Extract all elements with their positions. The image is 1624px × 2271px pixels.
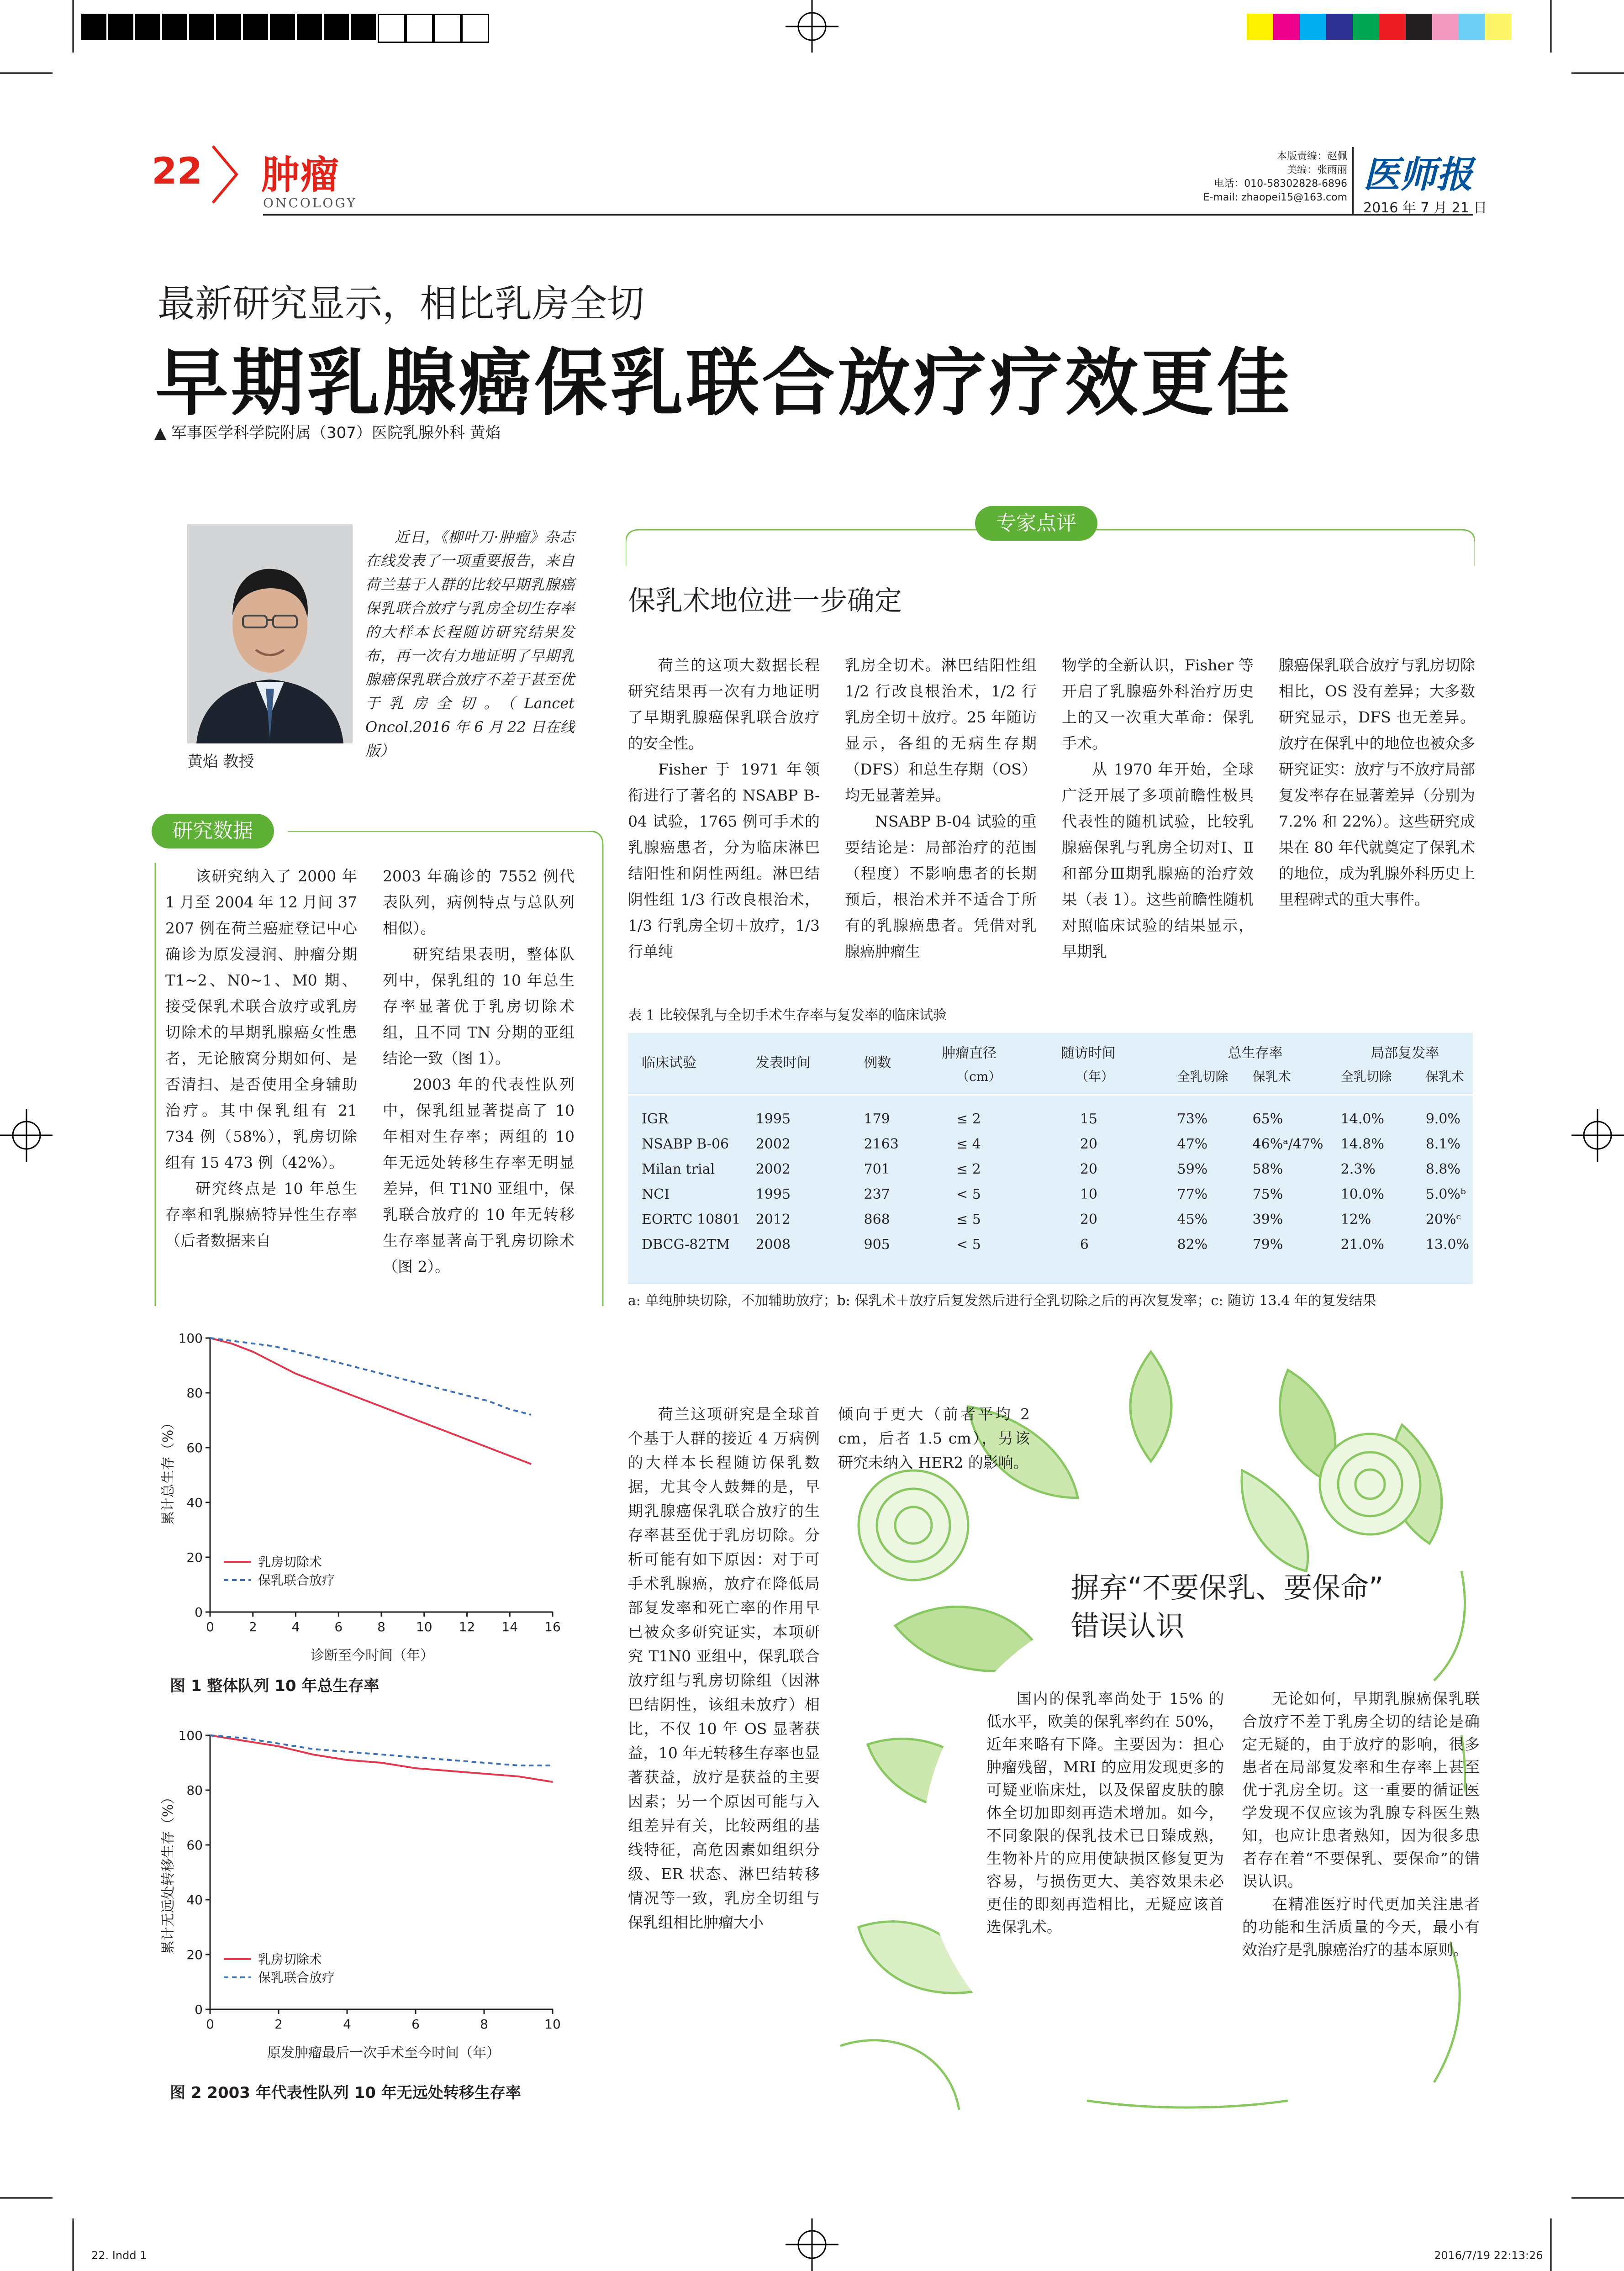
- th-lr-bcs: 保乳术: [1425, 1069, 1464, 1084]
- x-tick-label: 12: [459, 1619, 475, 1634]
- cell-tumor: ≤ 2: [956, 1161, 981, 1177]
- chevron-right-icon: [209, 142, 241, 206]
- th-lr: 局部复发率: [1371, 1045, 1439, 1061]
- cell-lr-m: 21.0%: [1340, 1237, 1384, 1253]
- cell-tumor: < 5: [956, 1186, 981, 1202]
- figure-1-chart: [155, 1324, 594, 1662]
- th-lr-mastectomy: 全乳切除: [1340, 1069, 1392, 1084]
- editor-line: 美编：张雨丽: [1287, 164, 1347, 176]
- cell-lr-b: 13.0%: [1425, 1237, 1469, 1253]
- y-tick-label: 100: [178, 1331, 203, 1346]
- th-trial: 临床试验: [642, 1055, 696, 1071]
- y-tick-label: 80: [186, 1783, 203, 1798]
- cell-followup: 15: [1080, 1111, 1097, 1127]
- table-footnote: a: 单纯肿块切除，不加辅助放疗；b: 保乳术＋放疗后复发然后进行全乳切除之后的再次复发率；c: 随访 13.4 年的复发结果: [628, 1293, 1376, 1309]
- cell-year: 2012: [755, 1212, 791, 1228]
- table-row: [628, 1207, 1473, 1232]
- cell-lr-b: 20%ᶜ: [1425, 1212, 1461, 1228]
- paragraph: 乳房全切术。淋巴结阳性组 1/2 行改良根治术，1/2 行乳房全切＋放疗。25 年随访显示，各组的无病生存期（DFS）和总生存期（OS）均无显著差异。: [845, 656, 1037, 804]
- paragraph: 荷兰这项研究是全球首个基于人群的接近 4 万病例的大样本长程随访保乳数据，尤其令人鼓舞的是，早期乳腺癌保乳联合放疗的生存率甚至优于乳房切除。分析可能有如下原因：对于可手术乳腺癌，放疗在降低局部复发率和死亡率的作用早已被众多研究证实，本项研究 T1N0 亚组中，保乳联合放疗组与乳房切除组（因淋巴结阴性，该组未放疗）相比，不仅 10 年 OS 显著获益，10 年无转移生存率也显著获益，放疗是获益的主要因素；另一个原因可能与入组差异有关，比较两组的基线特征，高危因素如组织分级、ER 状态、淋巴结转移情况等一致，乳房全切组与保乳组相比肿瘤大小: [628, 1405, 820, 1931]
- editor-line: E-mail: zhaopei15@163.com: [1203, 192, 1347, 203]
- expert-col-2: [845, 652, 1037, 964]
- author-photo: [187, 524, 353, 743]
- kicker: 最新研究显示，相比乳房全切: [158, 282, 645, 326]
- cell-tumor: < 5: [956, 1237, 981, 1253]
- cell-followup: 10: [1080, 1186, 1097, 1202]
- th-followup: 随访时间: [1060, 1045, 1116, 1061]
- series-line-mastectomy: [210, 1338, 531, 1464]
- byline: ▲ 军事医学科学院附属（307）医院乳腺外科 黄焰: [154, 424, 501, 442]
- cell-year: 2002: [755, 1161, 791, 1177]
- lower-col-b: [838, 1402, 1030, 1475]
- y-tick-label: 80: [186, 1386, 203, 1401]
- editor-line: 电话：010-58302828-6896: [1214, 178, 1347, 190]
- expert-col-4: [1279, 652, 1475, 912]
- th-os-bcs: 保乳术: [1252, 1069, 1291, 1084]
- x-tick-label: 8: [377, 1619, 385, 1634]
- series-line-bcs: [210, 1735, 553, 1765]
- y-tick-label: 40: [186, 1495, 203, 1510]
- x-tick-label: 8: [480, 2017, 488, 2032]
- cell-os-b: 46%ᵃ/47%: [1252, 1136, 1323, 1152]
- paragraph: 物学的全新认识，Fisher 等开启了乳腺癌外科治疗历史上的又一次重大革命：保乳手术。: [1062, 656, 1254, 752]
- y-tick-label: 20: [186, 1947, 203, 1962]
- cell-os-m: 45%: [1177, 1212, 1208, 1228]
- legend-label: 保乳联合放疗: [258, 1573, 335, 1588]
- x-tick-label: 0: [206, 2017, 214, 2032]
- paragraph: 研究终点是 10 年总生存率和乳腺癌特异性生存率（后者数据来自: [165, 1180, 357, 1249]
- expert-subheading: 保乳术地位进一步确定: [628, 585, 902, 617]
- editor-line: 本版责编：赵佩: [1276, 151, 1347, 162]
- cell-cases: 905: [864, 1237, 890, 1253]
- cell-year: 2002: [755, 1136, 791, 1152]
- cell-tumor: ≤ 5: [956, 1212, 981, 1228]
- table-title: 表 1 比较保乳与全切手术生存率与复发率的临床试验: [628, 1007, 947, 1023]
- x-tick-label: 0: [206, 1619, 214, 1634]
- section-title: 肿瘤: [261, 153, 340, 197]
- editor-info: [1142, 150, 1347, 205]
- paragraph: 从 1970 年开始，全球广泛开展了多项前瞻性极具代表性的随机试验，比较乳腺癌保乳与乳房全切对Ⅰ、Ⅱ和部分Ⅲ期乳腺癌的治疗效果（表 1）。这些前瞻性随机对照临床试验的结果显示，早期乳: [1062, 760, 1254, 960]
- th-os-mastectomy: 全乳切除: [1177, 1069, 1229, 1084]
- x-tick-label: 10: [544, 2017, 561, 2032]
- legend-label: 保乳联合放疗: [258, 1970, 335, 1985]
- lower-col-c: [986, 1687, 1224, 1939]
- intro-text: 近日，《柳叶刀·肿瘤》杂志在线发表了一项重要报告，来自荷兰基于人群的比较早期乳腺癌保乳联合放疗与乳房全切生存率的大样本长程随访研究结果发布，再一次有力地证明了早期乳腺癌保乳联合放疗不差于甚至优于乳房全切。（Lancet Oncol.2016 年 6 月 22 日在线版）: [365, 528, 575, 759]
- fig2-ylabel: 累计无远处转移生存（%）: [160, 1790, 176, 1955]
- y-tick-label: 0: [195, 2002, 203, 2017]
- figure-1-caption: 图 1 整体队列 10 年总生存率: [170, 1677, 380, 1695]
- cell-trial: Milan trial: [642, 1161, 715, 1177]
- lower-subheading: [1071, 1569, 1383, 1645]
- paragraph: 研究结果表明，整体队列中，保乳组的 10 年总生存率显著优于乳房切除术组，且不同 TN 分期的亚组结论一致（图 1）。: [383, 945, 575, 1067]
- cell-os-b: 79%: [1252, 1237, 1283, 1253]
- legend-label: 乳房切除术: [258, 1554, 322, 1570]
- figure-2-chart: [155, 1722, 594, 2069]
- paragraph: 国内的保乳率尚处于 15% 的低水平，欧美的保乳率约在 50%，近年来略有下降。主要因为：担心肿瘤残留，MRI 的应用发现更多的可疑亚临床灶，以及保留皮肤的腺体全切加即刻再造术增加。如今，不同象限的保乳技术已日臻成熟，生物补片的应用使缺损区修复更为容易，与损伤更大、美容效果未必更佳的即刻再造相比，无疑应该首选保乳术。: [986, 1690, 1224, 1936]
- trials-table: [628, 1033, 1473, 1284]
- research-col-2: [383, 863, 575, 1280]
- expert-tag: 专家点评: [975, 506, 1097, 541]
- lower-col-a: [628, 1402, 820, 1934]
- paragraph: 该研究纳入了 2000 年 1 月至 2004 年 12 月间 37 207 例在荷兰癌症登记中心确诊为原发浸润、肿瘤分期 T1~2、N0~1、M0 期、接受保乳术联合放疗或乳房切除术的早期乳腺癌女性患者，无论腋窝分期如何、是否清扫、是否使用全身辅助治疗。其中保乳组有 21 734 例（58%），乳房切除组有 15 473 例（42%）。: [165, 867, 357, 1171]
- cell-cases: 868: [864, 1212, 890, 1228]
- header-divider: [1352, 147, 1354, 216]
- paragraph: 2003 年的代表性队列中，保乳组显著提高了 10 年相对生存率；两组的 10 年无远处转移生存率无明显差异，但 T1N0 亚组中，保乳联合放疗的 10 年无转移生存率显著高于乳房切除术（图 2）。: [383, 1075, 575, 1275]
- y-tick-label: 60: [186, 1440, 203, 1455]
- cell-trial: IGR: [642, 1111, 669, 1127]
- x-tick-label: 10: [416, 1619, 432, 1634]
- cell-os-m: 77%: [1177, 1186, 1208, 1202]
- paragraph: 腺癌保乳联合放疗与乳房切除相比，OS 没有差异；大多数研究显示，DFS 也无差异。放疗在保乳中的地位也被众多研究证实：放疗与不放疗局部复发率存在显著差异（分别为 7.2% 和 22%）。这些研究成果在 80 年代就奠定了保乳术的地位，成为乳腺外科历史上里程碑式的重大事件。: [1279, 656, 1475, 908]
- cell-followup: 20: [1080, 1161, 1097, 1177]
- expert-col-1: [628, 652, 820, 964]
- th-tumor-unit: （cm）: [956, 1069, 1002, 1084]
- cell-trial: NCI: [642, 1186, 670, 1202]
- lower-col-d: [1242, 1687, 1480, 1961]
- paragraph: Fisher 于 1971 年领衔进行了著名的 NSABP B-04 试验，1765 例可手术的乳腺癌患者，分为临床淋巴结阳性和阴性两组。淋巴结阴性组 1/3 行改良根治术，1/3 行乳房全切＋放疗，1/3 行单纯: [628, 760, 820, 960]
- slug-left: 22. Indd 1: [91, 2249, 147, 2262]
- cell-tumor: ≤ 2: [956, 1111, 981, 1127]
- newspaper-logo: 医师报: [1363, 153, 1473, 196]
- x-tick-label: 4: [343, 2017, 351, 2032]
- cell-lr-m: 14.8%: [1340, 1136, 1384, 1152]
- x-tick-label: 4: [291, 1619, 300, 1634]
- cell-year: 1995: [755, 1186, 791, 1202]
- cell-year: 2008: [755, 1237, 791, 1253]
- cell-trial: NSABP B-06: [642, 1136, 729, 1152]
- cell-trial: EORTC 10801: [642, 1212, 741, 1228]
- cell-os-m: 47%: [1177, 1136, 1208, 1152]
- cell-os-m: 59%: [1177, 1161, 1208, 1177]
- x-tick-label: 2: [248, 1619, 257, 1634]
- series-line-mastectomy: [210, 1735, 553, 1782]
- x-tick-label: 2: [274, 2017, 283, 2032]
- cell-lr-m: 12%: [1340, 1212, 1371, 1228]
- fig1-xlabel: 诊断至今时间（年）: [311, 1648, 434, 1662]
- th-tumor: 肿瘤直径: [942, 1045, 997, 1061]
- y-tick-label: 20: [186, 1550, 203, 1565]
- y-tick-label: 40: [186, 1892, 203, 1907]
- cell-os-b: 39%: [1252, 1212, 1283, 1228]
- x-tick-label: 6: [334, 1619, 343, 1634]
- cell-lr-b: 8.1%: [1425, 1136, 1461, 1152]
- cell-year: 1995: [755, 1111, 791, 1127]
- paragraph: 2003 年确诊的 7552 例代表队列，病例特点与总队列相似）。: [383, 867, 575, 937]
- figure-2-caption: 图 2 2003 年代表性队列 10 年无远处转移生存率: [170, 2084, 521, 2102]
- slug-right: 2016/7/19 22:13:26: [1434, 2249, 1543, 2262]
- cell-cases: 179: [864, 1111, 890, 1127]
- x-tick-label: 14: [501, 1619, 518, 1634]
- table-row: [628, 1182, 1473, 1207]
- cell-lr-m: 14.0%: [1340, 1111, 1384, 1127]
- th-followup-unit: （年）: [1075, 1069, 1114, 1084]
- fig2-xlabel: 原发肿瘤最后一次手术至今时间（年）: [267, 2045, 500, 2061]
- cell-cases: 237: [864, 1186, 890, 1202]
- cell-followup: 6: [1080, 1237, 1089, 1253]
- cell-lr-b: 9.0%: [1425, 1111, 1461, 1127]
- paragraph: 在精准医疗时代更加关注患者的功能和生活质量的今天，最小有效治疗是乳腺癌治疗的基本原则。: [1242, 1895, 1480, 1959]
- legend-label: 乳房切除术: [258, 1952, 322, 1967]
- paragraph: NSABP B-04 试验的重要结论是：局部治疗的范围（程度）不影响患者的长期预后，根治术并不适合于所有的乳腺癌患者。凭借对乳腺癌肿瘤生: [845, 812, 1037, 960]
- cell-os-b: 75%: [1252, 1186, 1283, 1202]
- author-caption: 黄焰 教授: [187, 753, 254, 771]
- cell-lr-b: 5.0%ᵇ: [1425, 1186, 1466, 1202]
- cell-os-b: 58%: [1252, 1161, 1283, 1177]
- paragraph: 无论如何，早期乳腺癌保乳联合放疗不差于乳房全切的结论是确定无疑的，由于放疗的影响，很多患者在局部复发率和生存率上甚至优于乳房全切。这一重要的循证医学发现不仅应该为乳腺专科医生熟知，也应让患者熟知，因为很多患者存在着“不要保乳、要保命”的错误认识。: [1242, 1690, 1480, 1890]
- paragraph: 倾向于更大（前者平均 2 cm，后者 1.5 cm），另该研究未纳入 HER2 的影响。: [838, 1405, 1030, 1471]
- subheading-line: 摒弃“不要保乳、要保命”: [1071, 1571, 1384, 1604]
- cell-lr-m: 10.0%: [1340, 1186, 1384, 1202]
- y-tick-label: 60: [186, 1838, 203, 1853]
- cell-tumor: ≤ 4: [956, 1136, 981, 1152]
- x-tick-label: 6: [411, 2017, 420, 2032]
- x-tick-label: 16: [544, 1619, 561, 1634]
- cell-os-b: 65%: [1252, 1111, 1283, 1127]
- research-tag: 研究数据: [152, 814, 274, 848]
- header-rule: [263, 214, 1473, 216]
- cell-trial: DBCG-82TM: [642, 1237, 730, 1253]
- table-row: [628, 1107, 1473, 1132]
- th-os: 总生存率: [1228, 1045, 1283, 1061]
- research-col-1: [165, 863, 357, 1254]
- cell-lr-m: 2.3%: [1340, 1161, 1376, 1177]
- subheading-line: 错误认识: [1071, 1609, 1185, 1643]
- table-row: [628, 1232, 1473, 1257]
- cell-followup: 20: [1080, 1136, 1097, 1152]
- cell-cases: 2163: [864, 1136, 899, 1152]
- y-tick-label: 0: [195, 1605, 203, 1620]
- headline: 早期乳腺癌保乳联合放疗疗效更佳: [155, 340, 1293, 426]
- page-number: 22: [152, 150, 203, 192]
- cell-cases: 701: [864, 1161, 890, 1177]
- paragraph: 荷兰的这项大数据长程研究结果再一次有力地证明了早期乳腺癌保乳联合放疗的安全性。: [628, 656, 820, 752]
- th-cases: 例数: [864, 1055, 891, 1071]
- y-tick-label: 100: [178, 1728, 203, 1743]
- table-row: [628, 1157, 1473, 1182]
- expert-col-3: [1062, 652, 1254, 964]
- issue-date: 2016 年 7 月 21 日: [1363, 200, 1487, 216]
- cell-os-m: 73%: [1177, 1111, 1208, 1127]
- cell-followup: 20: [1080, 1212, 1097, 1228]
- cell-lr-b: 8.8%: [1425, 1161, 1461, 1177]
- section-subtitle: ONCOLOGY: [263, 195, 357, 211]
- th-year: 发表时间: [755, 1055, 811, 1071]
- table-row: [628, 1132, 1473, 1157]
- fig1-ylabel: 累计总生存（%）: [160, 1416, 176, 1525]
- cell-os-m: 82%: [1177, 1237, 1208, 1253]
